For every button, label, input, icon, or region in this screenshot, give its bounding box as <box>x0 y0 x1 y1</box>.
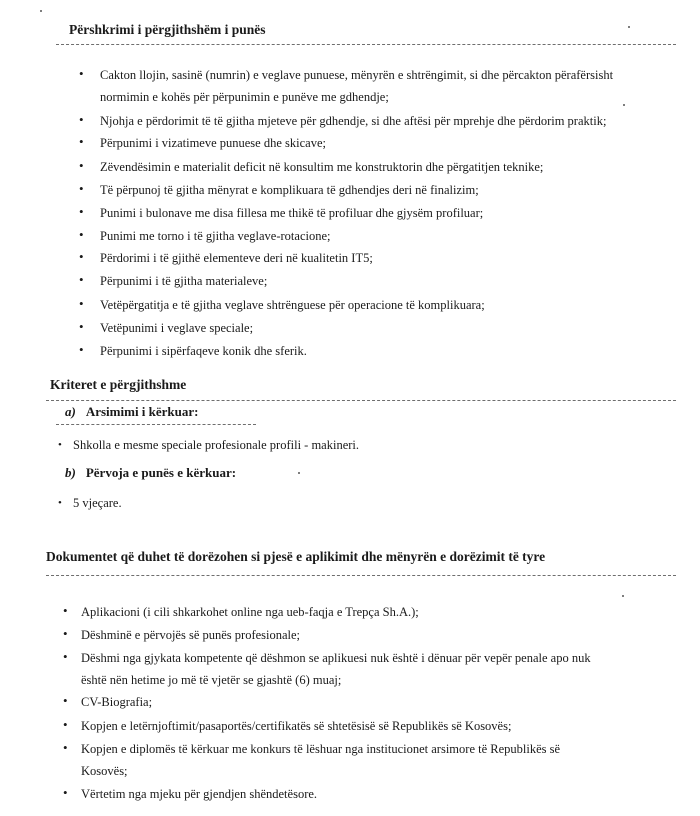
list-item-continuation: normimin e kohës për përpunimin e punëve me gdhendje; <box>100 90 389 104</box>
subheading-label: b) <box>65 465 76 480</box>
list-bullet: • <box>79 272 84 287</box>
list-bullet: • <box>79 249 84 264</box>
section-divider <box>56 44 676 45</box>
subheading-education <box>65 404 199 420</box>
scan-speck <box>622 595 624 597</box>
list-bullet: • <box>63 649 68 664</box>
list-bullet: • <box>79 227 84 242</box>
list-bullet: • <box>63 740 68 755</box>
list-bullet: • <box>79 319 84 334</box>
list-item: Vërtetim nga mjeku për gjendjen shëndetësore. <box>81 787 318 801</box>
list-bullet: • <box>79 112 84 127</box>
list-item: Vetëpërgatitja e të gjitha veglave shtrënguese për operacione të komplikuara; <box>100 298 485 312</box>
list-item: Të përpunoj të gjitha mënyrat e komplikuara të gdhendjes deri në finalizim; <box>100 183 479 197</box>
list-item: Punimi i bulonave me disa fillesa me thikë të profiluar dhe gjysëm profiluar; <box>100 206 484 220</box>
section-divider <box>46 575 676 576</box>
list-bullet: • <box>79 296 84 311</box>
list-item: Dëshminë e përvojës së punës profesionale; <box>81 628 301 642</box>
section-heading-general-criteria: Kriteret e përgjithshme <box>50 377 187 392</box>
list-item: Përdorimi i të gjithë elementeve deri në kualitetin IT5; <box>100 251 373 265</box>
list-item: Vetëpunimi i veglave speciale; <box>100 321 254 335</box>
list-bullet: • <box>63 785 68 800</box>
list-item: Përpunimi i vizatimeve punuese dhe skicave; <box>100 136 326 150</box>
list-item: Përpunimi i sipërfaqeve konik dhe sferik. <box>100 344 307 358</box>
education-item: Shkolla e mesme speciale profesionale profili - makineri. <box>73 438 360 452</box>
scan-speck <box>623 104 625 106</box>
list-item: CV-Biografia; <box>81 695 153 709</box>
subheading-title: Arsimimi i kërkuar: <box>85 404 199 419</box>
list-item: Kopjen e letërnjoftimit/pasaportës/certifikatës së shtetësisë së Republikës së Kosovës; <box>81 719 512 733</box>
list-item: Njohja e përdorimit të të gjitha mjeteve për gdhendje, si dhe aftësi për mprehje dhe përdorim praktik; <box>100 114 607 128</box>
scan-speck <box>628 26 630 28</box>
list-item: Cakton llojin, sasinë (numrin) e veglave punuese, mënyrën e shtrëngimit, si dhe përcakton përafërsisht <box>100 68 614 82</box>
list-bullet: • <box>63 603 68 618</box>
list-item-continuation: është nën hetime jo më të vjetër se gjashtë (6) muaj; <box>81 673 342 687</box>
subheading-title: Përvoja e punës e kërkuar: <box>85 465 237 480</box>
list-item: Kopjen e diplomës të kërkuar me konkurs të lëshuar nga institucionet arsimore të Republikës së <box>81 742 561 756</box>
section-heading-documents: Dokumentet që duhet të dorëzohen si pjesë e aplikimit dhe mënyrën e dorëzimit të tyre <box>46 549 546 564</box>
list-bullet: • <box>79 342 84 357</box>
subheading-label: a) <box>65 404 76 419</box>
list-item: Punimi me torno i të gjitha veglave-rotacione; <box>100 229 331 243</box>
list-bullet: • <box>79 66 84 81</box>
subheading-experience <box>65 465 236 481</box>
list-item: Zëvendësimin e materialit deficit në konsultim me konstruktorin dhe përgatitjen teknike; <box>100 160 544 174</box>
list-bullet: • <box>58 439 62 451</box>
list-bullet: • <box>79 181 84 196</box>
list-bullet: • <box>58 497 62 509</box>
list-item: Aplikacioni (i cili shkarkohet online nga ueb-faqja e Trepça Sh.A.); <box>81 605 419 619</box>
section-divider <box>46 400 676 401</box>
list-bullet: • <box>79 158 84 173</box>
list-item: Dëshmi nga gjykata kompetente që dëshmon se aplikuesi nuk është i dënuar për vepër penale apo nuk <box>81 651 591 665</box>
list-bullet: • <box>79 204 84 219</box>
list-bullet: • <box>79 134 84 149</box>
section-heading-job-description: Përshkrimi i përgjithshëm i punës <box>69 22 266 37</box>
list-item: Përpunimi i të gjitha materialeve; <box>100 274 268 288</box>
experience-item: 5 vjeçare. <box>73 496 122 510</box>
list-bullet: • <box>63 717 68 732</box>
list-bullet: • <box>63 626 68 641</box>
scan-speck <box>40 10 42 12</box>
scan-speck <box>298 472 300 474</box>
list-bullet: • <box>63 693 68 708</box>
list-item-continuation: Kosovës; <box>81 764 128 778</box>
subsection-divider <box>56 424 256 425</box>
